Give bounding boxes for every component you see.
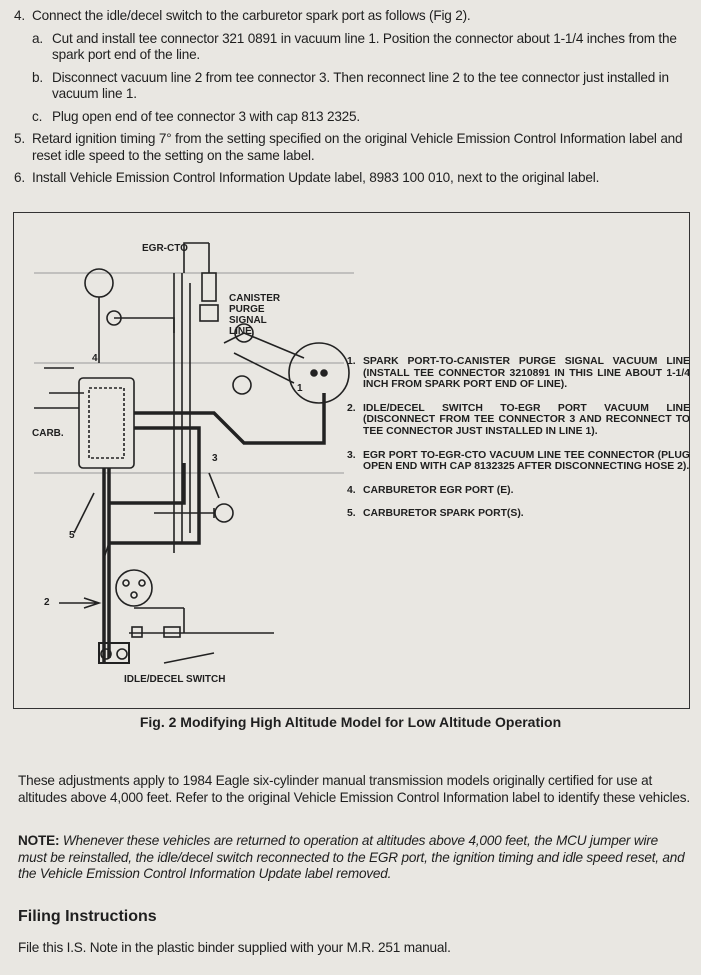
legend-text: CARBURETOR EGR PORT (E). <box>363 484 514 496</box>
note-paragraph <box>18 833 690 883</box>
step-4c <box>32 109 690 126</box>
callout-5: 5 <box>69 530 75 541</box>
step-text: Install Vehicle Emission Control Information Update label, 8983 100 010, next to the original label. <box>32 170 600 185</box>
label-carb: CARB. <box>32 428 64 439</box>
label-canister-purge-signal-line: CANISTER PURGE SIGNAL LINE <box>229 293 281 337</box>
figure-caption: Fig. 2 Modifying High Altitude Model for Low Altitude Operation <box>139 714 562 730</box>
step-number: 5. <box>14 131 25 146</box>
applicability-paragraph: These adjustments apply to 1984 Eagle six-cylinder manual transmission models originally certified for use at altitudes above 4,000 feet. Refer to the original Vehicle Emission Control Information label to identify these vehicles. <box>18 773 690 805</box>
diagram-legend <box>347 356 690 532</box>
callout-1: 1 <box>297 383 303 394</box>
legend-number: 4. <box>347 484 356 496</box>
legend-text: SPARK PORT-TO-CANISTER PURGE SIGNAL VACUUM LINE (INSTALL TEE CONNECTOR 3210891 IN THIS LINE ABOUT 1-1/4 INCH FROM SPARK PORT END OF LINE). <box>363 356 690 391</box>
legend-text: EGR PORT TO-EGR-CTO VACUUM LINE TEE CONNECTOR (PLUG OPEN END WITH CAP 8132325 AFTER DISCONNECTING HOSE 2). <box>363 449 690 473</box>
step-4b <box>32 70 690 103</box>
step-5 <box>14 131 690 164</box>
legend-number: 5. <box>347 508 356 520</box>
label-egr-cto: EGR-CTO <box>142 243 188 254</box>
step-4 <box>14 8 690 25</box>
substep-letter: a. <box>32 30 43 46</box>
callout-2: 2 <box>44 597 50 608</box>
filing-instructions-text: File this I.S. Note in the plastic binder supplied with your M.R. 251 manual. <box>18 940 451 955</box>
legend-number: 3. <box>347 449 356 461</box>
substep-text: Cut and install tee connector 321 0891 in vacuum line 1. Position the connector about 1-1/4 inches from the spark port end of the line. <box>52 30 677 62</box>
label-idle-decel-switch: IDLE/DECEL SWITCH <box>124 674 226 685</box>
callout-4: 4 <box>92 353 98 364</box>
step-number: 4. <box>14 8 25 23</box>
substep-letter: c. <box>32 108 43 124</box>
legend-item <box>347 508 690 520</box>
step-text: Connect the idle/decel switch to the carburetor spark port as follows (Fig 2). <box>32 8 471 23</box>
note-label: NOTE: <box>18 833 60 848</box>
legend-item <box>347 356 690 391</box>
callout-3: 3 <box>212 453 218 464</box>
legend-text: CARBURETOR SPARK PORT(S). <box>363 508 524 520</box>
legend-text: IDLE/DECEL SWITCH TO-EGR PORT VACUUM LINE (DISCONNECT FROM TEE CONNECTOR 3 AND RECONNECT TO TEE CONNECTOR JUST INSTALLED IN LINE 1). <box>363 402 690 437</box>
legend-number: 1. <box>347 356 356 367</box>
legend-item <box>347 485 690 497</box>
filing-instructions-heading: Filing Instructions <box>18 908 157 925</box>
legend-number: 2. <box>347 402 356 414</box>
substep-text: Disconnect vacuum line 2 from tee connector 3. Then reconnect line 2 to the tee connector just installed in vacuum line 1. <box>52 69 669 101</box>
procedure-steps <box>14 8 690 193</box>
note-text: Whenever these vehicles are returned to operation at altitudes above 4,000 feet, the MCU jumper wire must be reinstalled, the idle/decel switch reconnected to the EGR port, the ignition timing and idle speed reset, and the Vehicle Emission Control Information Update label removed. <box>18 833 685 881</box>
step-number: 6. <box>14 170 25 185</box>
legend-item <box>347 403 690 438</box>
step-6 <box>14 170 690 187</box>
step-4a <box>32 31 690 64</box>
legend-item <box>347 450 690 473</box>
substep-text: Plug open end of tee connector 3 with cap 813 2325. <box>52 108 360 124</box>
substep-letter: b. <box>32 69 43 85</box>
step-text: Retard ignition timing 7° from the setting specified on the original Vehicle Emission Control Information label and reset idle speed to the setting on the same label. <box>32 131 683 163</box>
